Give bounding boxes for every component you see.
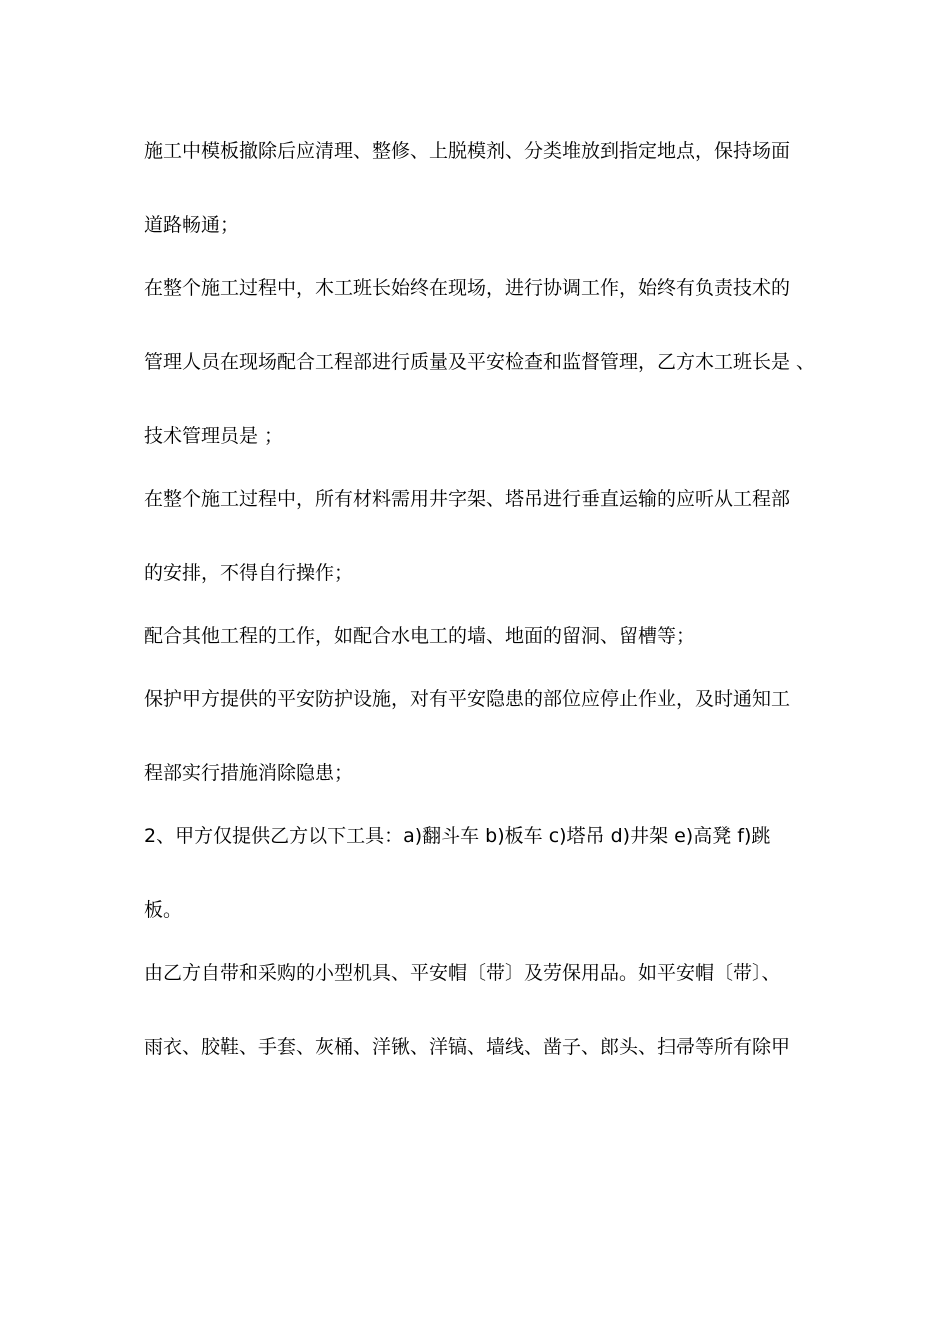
text-line-14: 雨衣、胶鞋、手套、灰桶、洋锹、洋镐、墙线、凿子、郎头、扫帚等所有除甲 <box>144 1036 791 1058</box>
text-line-5: 技术管理员是 ； <box>144 425 284 447</box>
text-line-2: 道路畅通； <box>144 214 240 236</box>
text-line-3: 在整个施工过程中，木工班长始终在现场，进行协调工作，始终有负责技术的 <box>144 277 791 299</box>
text-line-7: 的安排，不得自行操作； <box>144 562 354 584</box>
text-line-4: 管理人员在现场配合工程部进行质量及平安检查和监督管理，乙方木工班长是 、 <box>144 351 816 373</box>
text-line-9: 保护甲方提供的平安防护设施，对有平安隐患的部位应停止作业，及时通知工 <box>144 688 791 710</box>
text-line-8: 配合其他工程的工作，如配合水电工的墙、地面的留洞、留槽等； <box>144 625 696 647</box>
text-line-13: 由乙方自带和采购的小型机具、平安帽〔带〕及劳保用品。如平安帽〔带〕、 <box>144 962 781 984</box>
text-line-6: 在整个施工过程中，所有材料需用井字架、塔吊进行垂直运输的应听从工程部 <box>144 488 791 510</box>
text-line-11: 2、甲方仅提供乙方以下工具：a)翻斗车 b)板车 c)塔吊 d)井架 e)高凳 f)跳 <box>144 825 771 847</box>
text-line-12: 板。 <box>144 899 183 921</box>
text-line-10: 程部实行措施消除隐患； <box>144 762 354 784</box>
text-line-1: 施工中模板撤除后应清理、整修、上脱模剂、分类堆放到指定地点，保持场面 <box>144 140 791 162</box>
